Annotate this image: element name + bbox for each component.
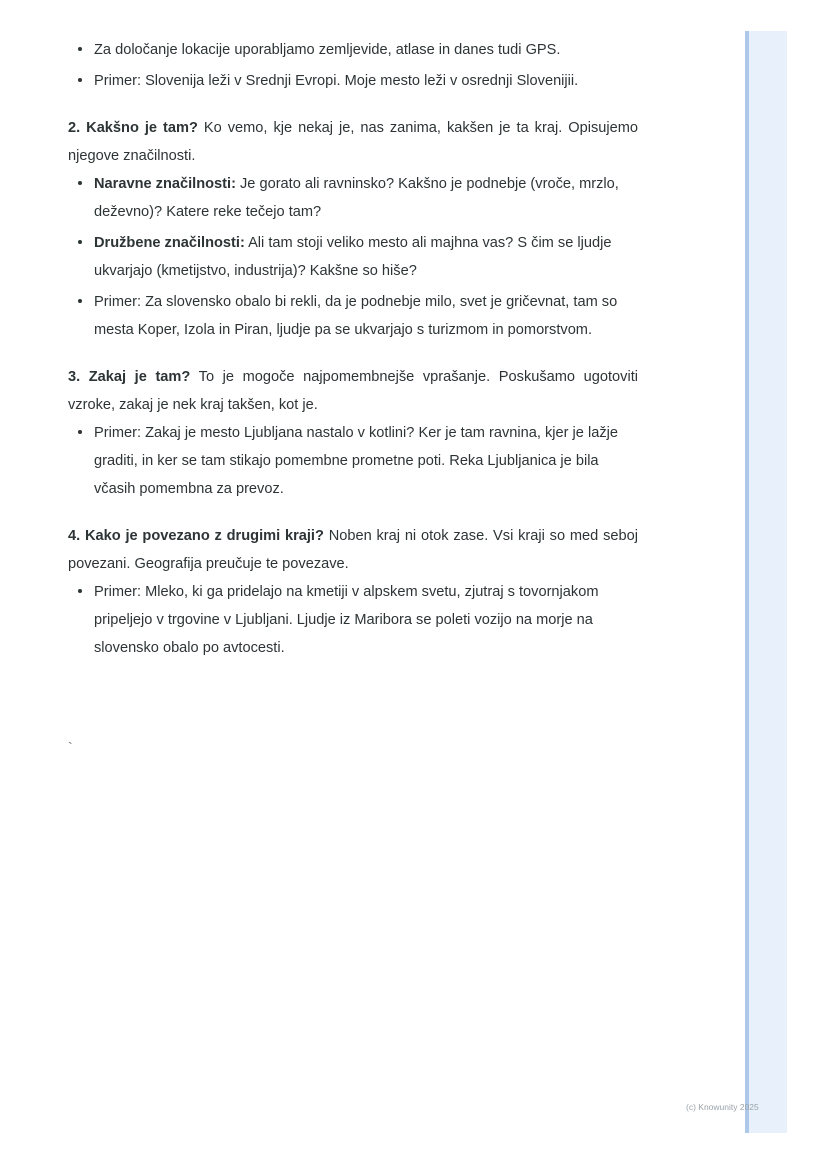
right-side-accent-panel — [745, 31, 787, 1133]
list-item-label: Naravne značilnosti: — [94, 176, 236, 192]
section-3-bullet-list — [68, 419, 638, 503]
list-item-text: Je gorato ali ravninsko? Kakšno je podnebje (vroče, mrzlo, deževno)? Katere reke tečejo tam? — [94, 176, 619, 220]
section-intro-3: To je mogoče najpomembnejše vprašanje. Poskušamo ugotoviti vzroke, zakaj je nek kraj takšen, kot je. — [68, 369, 638, 413]
stray-backtick-artifact: ` — [68, 739, 73, 755]
bullet-dot-icon — [78, 430, 82, 434]
list-item-label: Družbene značilnosti: — [94, 235, 245, 251]
list-item-text: Primer: Za slovensko obalo bi rekli, da je podnebje milo, svet je gričevnat, tam so mesta Koper, Izola in Piran, ljudje pa se ukvarjajo s turizmom in pomorstvom. — [94, 294, 618, 338]
list-item — [68, 229, 638, 285]
list-item — [68, 288, 638, 344]
bullet-dot-icon — [78, 589, 82, 593]
section-paragraph-3 — [68, 363, 638, 419]
section-intro-4: Noben kraj ni otok zase. Vsi kraji so med seboj povezani. Geografija preučuje te povezave. — [68, 528, 638, 572]
list-item — [68, 36, 638, 64]
section-2-bullet-list — [68, 170, 638, 344]
section-paragraph-2 — [68, 114, 638, 170]
intro-bullet-list — [68, 36, 638, 95]
list-item — [68, 67, 638, 95]
bullet-dot-icon — [78, 78, 82, 82]
bullet-dot-icon — [78, 47, 82, 51]
list-item-text: Primer: Zakaj je mesto Ljubljana nastalo v kotlini? Ker je tam ravnina, kjer je lažje graditi, in ker se tam stikajo pomembne prometne poti. Reka Ljubljanica je bila včasih pomembna za prevoz. — [94, 425, 618, 497]
list-item-text: Ali tam stoji veliko mesto ali majhna vas? S čim se ljudje ukvarjajo (kmetijstvo, industrija)? Kakšne so hiše? — [94, 235, 612, 279]
section-intro-2: Ko vemo, kje nekaj je, nas zanima, kakšen je ta kraj. Opisujemo njegove značilnosti. — [68, 120, 638, 164]
section-heading-2: 2. Kakšno je tam? — [68, 120, 198, 136]
section-paragraph-4 — [68, 522, 638, 578]
list-item-text: Primer: Slovenija leži v Srednji Evropi. Moje mesto leži v osrednji Slovenijii. — [94, 73, 579, 89]
list-item-text: Primer: Mleko, ki ga pridelajo na kmetiji v alpskem svetu, zjutraj s tovornjakom pripeljejo v trgovine v Ljubljani. Ljudje iz Maribora se poleti vozijo na morje na slovensko obalo po avtocesti. — [94, 584, 599, 656]
list-item — [68, 419, 638, 503]
list-item — [68, 578, 638, 662]
list-item — [68, 170, 638, 226]
bullet-dot-icon — [78, 240, 82, 244]
section-heading-3: 3. Zakaj je tam? — [68, 369, 191, 385]
section-4-bullet-list — [68, 578, 638, 662]
bullet-dot-icon — [78, 299, 82, 303]
bullet-dot-icon — [78, 181, 82, 185]
list-item-text: Za določanje lokacije uporabljamo zemljevide, atlase in danes tudi GPS. — [94, 42, 561, 58]
document-text-column — [68, 36, 638, 662]
copyright-watermark: (c) Knowunity 2025 — [686, 1102, 759, 1112]
section-heading-4: 4. Kako je povezano z drugimi kraji? — [68, 528, 324, 544]
